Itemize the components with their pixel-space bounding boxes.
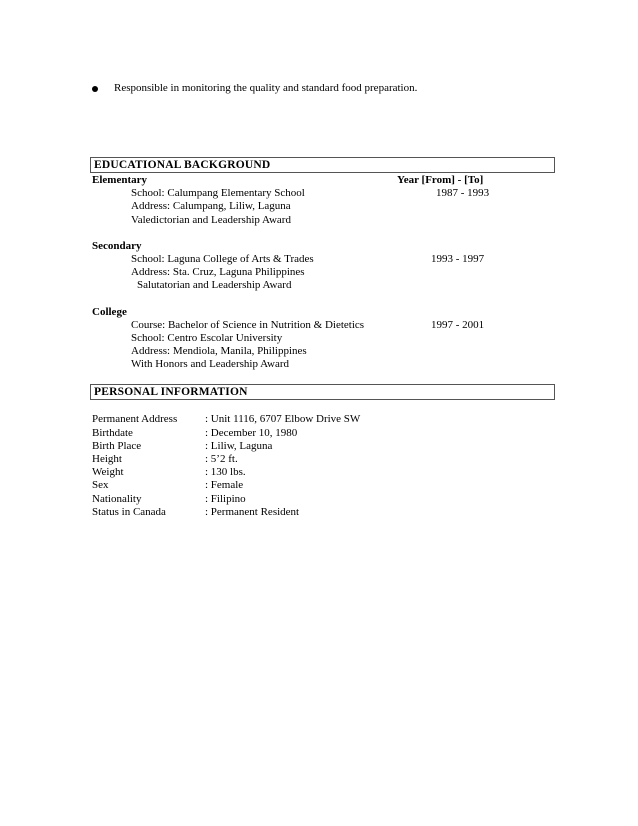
personal-value: : 130 lbs.	[205, 466, 246, 478]
personal-heading: PERSONAL INFORMATION	[90, 384, 555, 400]
college-award: With Honors and Leadership Award	[131, 358, 290, 370]
personal-value: : Filipino	[205, 493, 246, 505]
secondary-school: School: Laguna College of Arts & Trades	[131, 253, 314, 265]
personal-value: : Liliw, Laguna	[205, 440, 273, 452]
personal-label: Birth Place	[92, 440, 142, 452]
personal-label: Height	[92, 453, 122, 465]
college-school: School: Centro Escolar University	[131, 332, 283, 344]
college-address: Address: Mendiola, Manila, Philippines	[131, 345, 307, 357]
elementary-years: 1987 - 1993	[436, 187, 490, 199]
elementary-address: Address: Calumpang, Liliw, Laguna	[131, 200, 291, 212]
personal-value: : 5’2 ft.	[205, 453, 238, 465]
elementary-school: School: Calumpang Elementary School	[131, 187, 305, 199]
year-header: Year [From] - [To]	[397, 174, 484, 186]
personal-value: : Female	[205, 479, 244, 491]
personal-label: Permanent Address	[92, 413, 178, 425]
personal-value: : December 10, 1980	[205, 427, 298, 439]
personal-label: Sex	[92, 479, 109, 491]
personal-label: Birthdate	[92, 427, 133, 439]
secondary-label: Secondary	[92, 240, 142, 252]
college-label: College	[92, 306, 127, 318]
personal-value: : Unit 1116, 6707 Elbow Drive SW	[205, 413, 361, 425]
elementary-award: Valedictorian and Leadership Award	[131, 214, 291, 226]
personal-value: : Permanent Resident	[205, 506, 300, 518]
bullet-text: Responsible in monitoring the quality and standard food preparation.	[114, 82, 418, 94]
college-course: Course: Bachelor of Science in Nutrition & Dietetics	[131, 319, 365, 331]
personal-label: Nationality	[92, 493, 142, 505]
personal-label: Status in Canada	[92, 506, 166, 518]
personal-label: Weight	[92, 466, 124, 478]
college-years: 1997 - 2001	[431, 319, 485, 331]
secondary-years: 1993 - 1997	[431, 253, 485, 265]
education-heading: EDUCATIONAL BACKGROUND	[90, 157, 555, 173]
secondary-address: Address: Sta. Cruz, Laguna Philippines	[131, 266, 305, 278]
bullet-icon	[92, 86, 98, 92]
secondary-award: Salutatorian and Leadership Award	[137, 279, 292, 291]
elementary-label: Elementary	[92, 174, 147, 186]
